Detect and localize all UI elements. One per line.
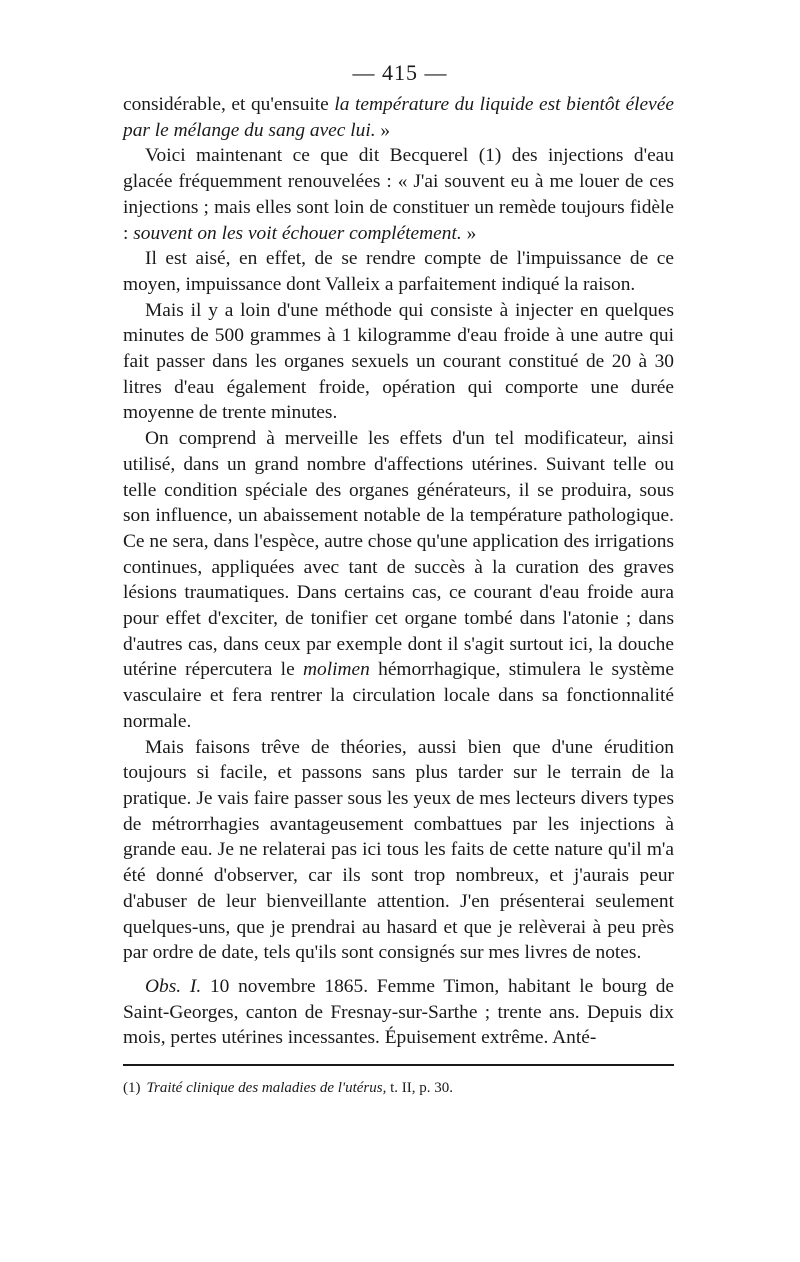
text-run: hémorrhagique, stimulera le système vasculaire et fera rentrer la circulation locale dans sa fonctionnalité normale. xyxy=(123,659,674,732)
footnote-ref: t. II, p. 30. xyxy=(386,1080,454,1096)
paragraph-method: Mais il y a loin d'une méthode qui consiste à injecter en quelques minutes de 500 grammes à 1 kilogramme d'eau froide à une autre qui fait passer dans les organes sexuels un courant constitué de 20 à 30 litres d'eau également froide, opération qui comporte une durée moyenne de trente minutes. xyxy=(123,299,674,424)
body-text xyxy=(123,92,674,1051)
paragraph-valleix: Il est aisé, en effet, de se rendre compte de l'impuissance de ce moyen, impuissance dont Valleix a parfaitement indiqué la raison. xyxy=(123,248,674,295)
footnote-rule xyxy=(123,1064,674,1066)
page-number: — 415 — xyxy=(352,60,448,85)
paragraph-becquerel xyxy=(123,143,674,246)
footnote-number: (1) xyxy=(123,1080,141,1096)
italic-quote: souvent on les voit échouer complétement. xyxy=(133,222,462,244)
paragraph-observation xyxy=(123,974,674,1051)
text-run: considérable, et qu'ensuite xyxy=(123,94,335,115)
observation-label: Obs. I. xyxy=(145,975,202,997)
footnote-title: Traité clinique des maladies de l'utérus, xyxy=(146,1080,387,1096)
italic-term: molimen xyxy=(303,659,370,681)
paragraph-modificateur xyxy=(123,426,674,734)
text-run: Voici maintenant ce que dit Becquerel (1) des injections d'eau glacée fréquemment renouvelées : « J'ai souvent eu à me louer de ces injections ; mais elles sont loin de constituer un remède toujours fidèle : xyxy=(123,145,674,244)
footnote xyxy=(123,1078,674,1098)
text-run: 10 novembre 1865. Femme Timon, habitant le bourg de Saint-Georges, canton de Fresnay-sur-Sarthe ; trente ans. Depuis dix mois, pertes utérines incessantes. Épuisement extrême. Anté- xyxy=(123,975,674,1049)
text-run: On comprend à merveille les effets d'un tel modificateur, ainsi utilisé, dans un grand nombre d'affections utérines. Suivant telle ou telle condition spéciale des organes générateurs, il se produira, sous son influence, un abaissement notable de la température pathologique. Ce ne sera, dans l'espèce, autre chose qu'une application des irrigations continues, appliquées avec tant de succès à la curation des graves lésions traumatiques. Dans certains cas, ce courant d'eau froide aura pour effet d'exciter, de tonifier cet organe tombé dans l'atonie ; dans d'autres cas, dans ceux par exemple dont il s'agit surtout ici, la douche utérine répercutera le xyxy=(123,428,674,681)
text-run: » xyxy=(375,119,391,141)
paragraph-continuation xyxy=(123,92,674,143)
text-run: » xyxy=(461,222,477,244)
paragraph-pratique: Mais faisons trêve de théories, aussi bien que d'une érudition toujours si facile, et passons sans plus tarder sur le terrain de la pratique. Je vais faire passer sous les yeux de mes lecteurs divers types de métrorrhagies avantageusement combattues par les injections à grande eau. Je ne relaterai pas ici tous les faits de cette nature qu'il m'a été donné d'observer, car ils sont trop nombreux, et j'aurais peur d'abuser de leur bienveillante attention. J'en présenterai seulement quelques-uns, que je prendrai au hasard et que je relèverai à peu près par ordre de date, tels qu'ils sont consignés sur mes livres de notes. xyxy=(123,736,674,964)
italic-quote: la température du liquide est bientôt élevée par le mélange du sang avec lui. xyxy=(123,94,674,141)
